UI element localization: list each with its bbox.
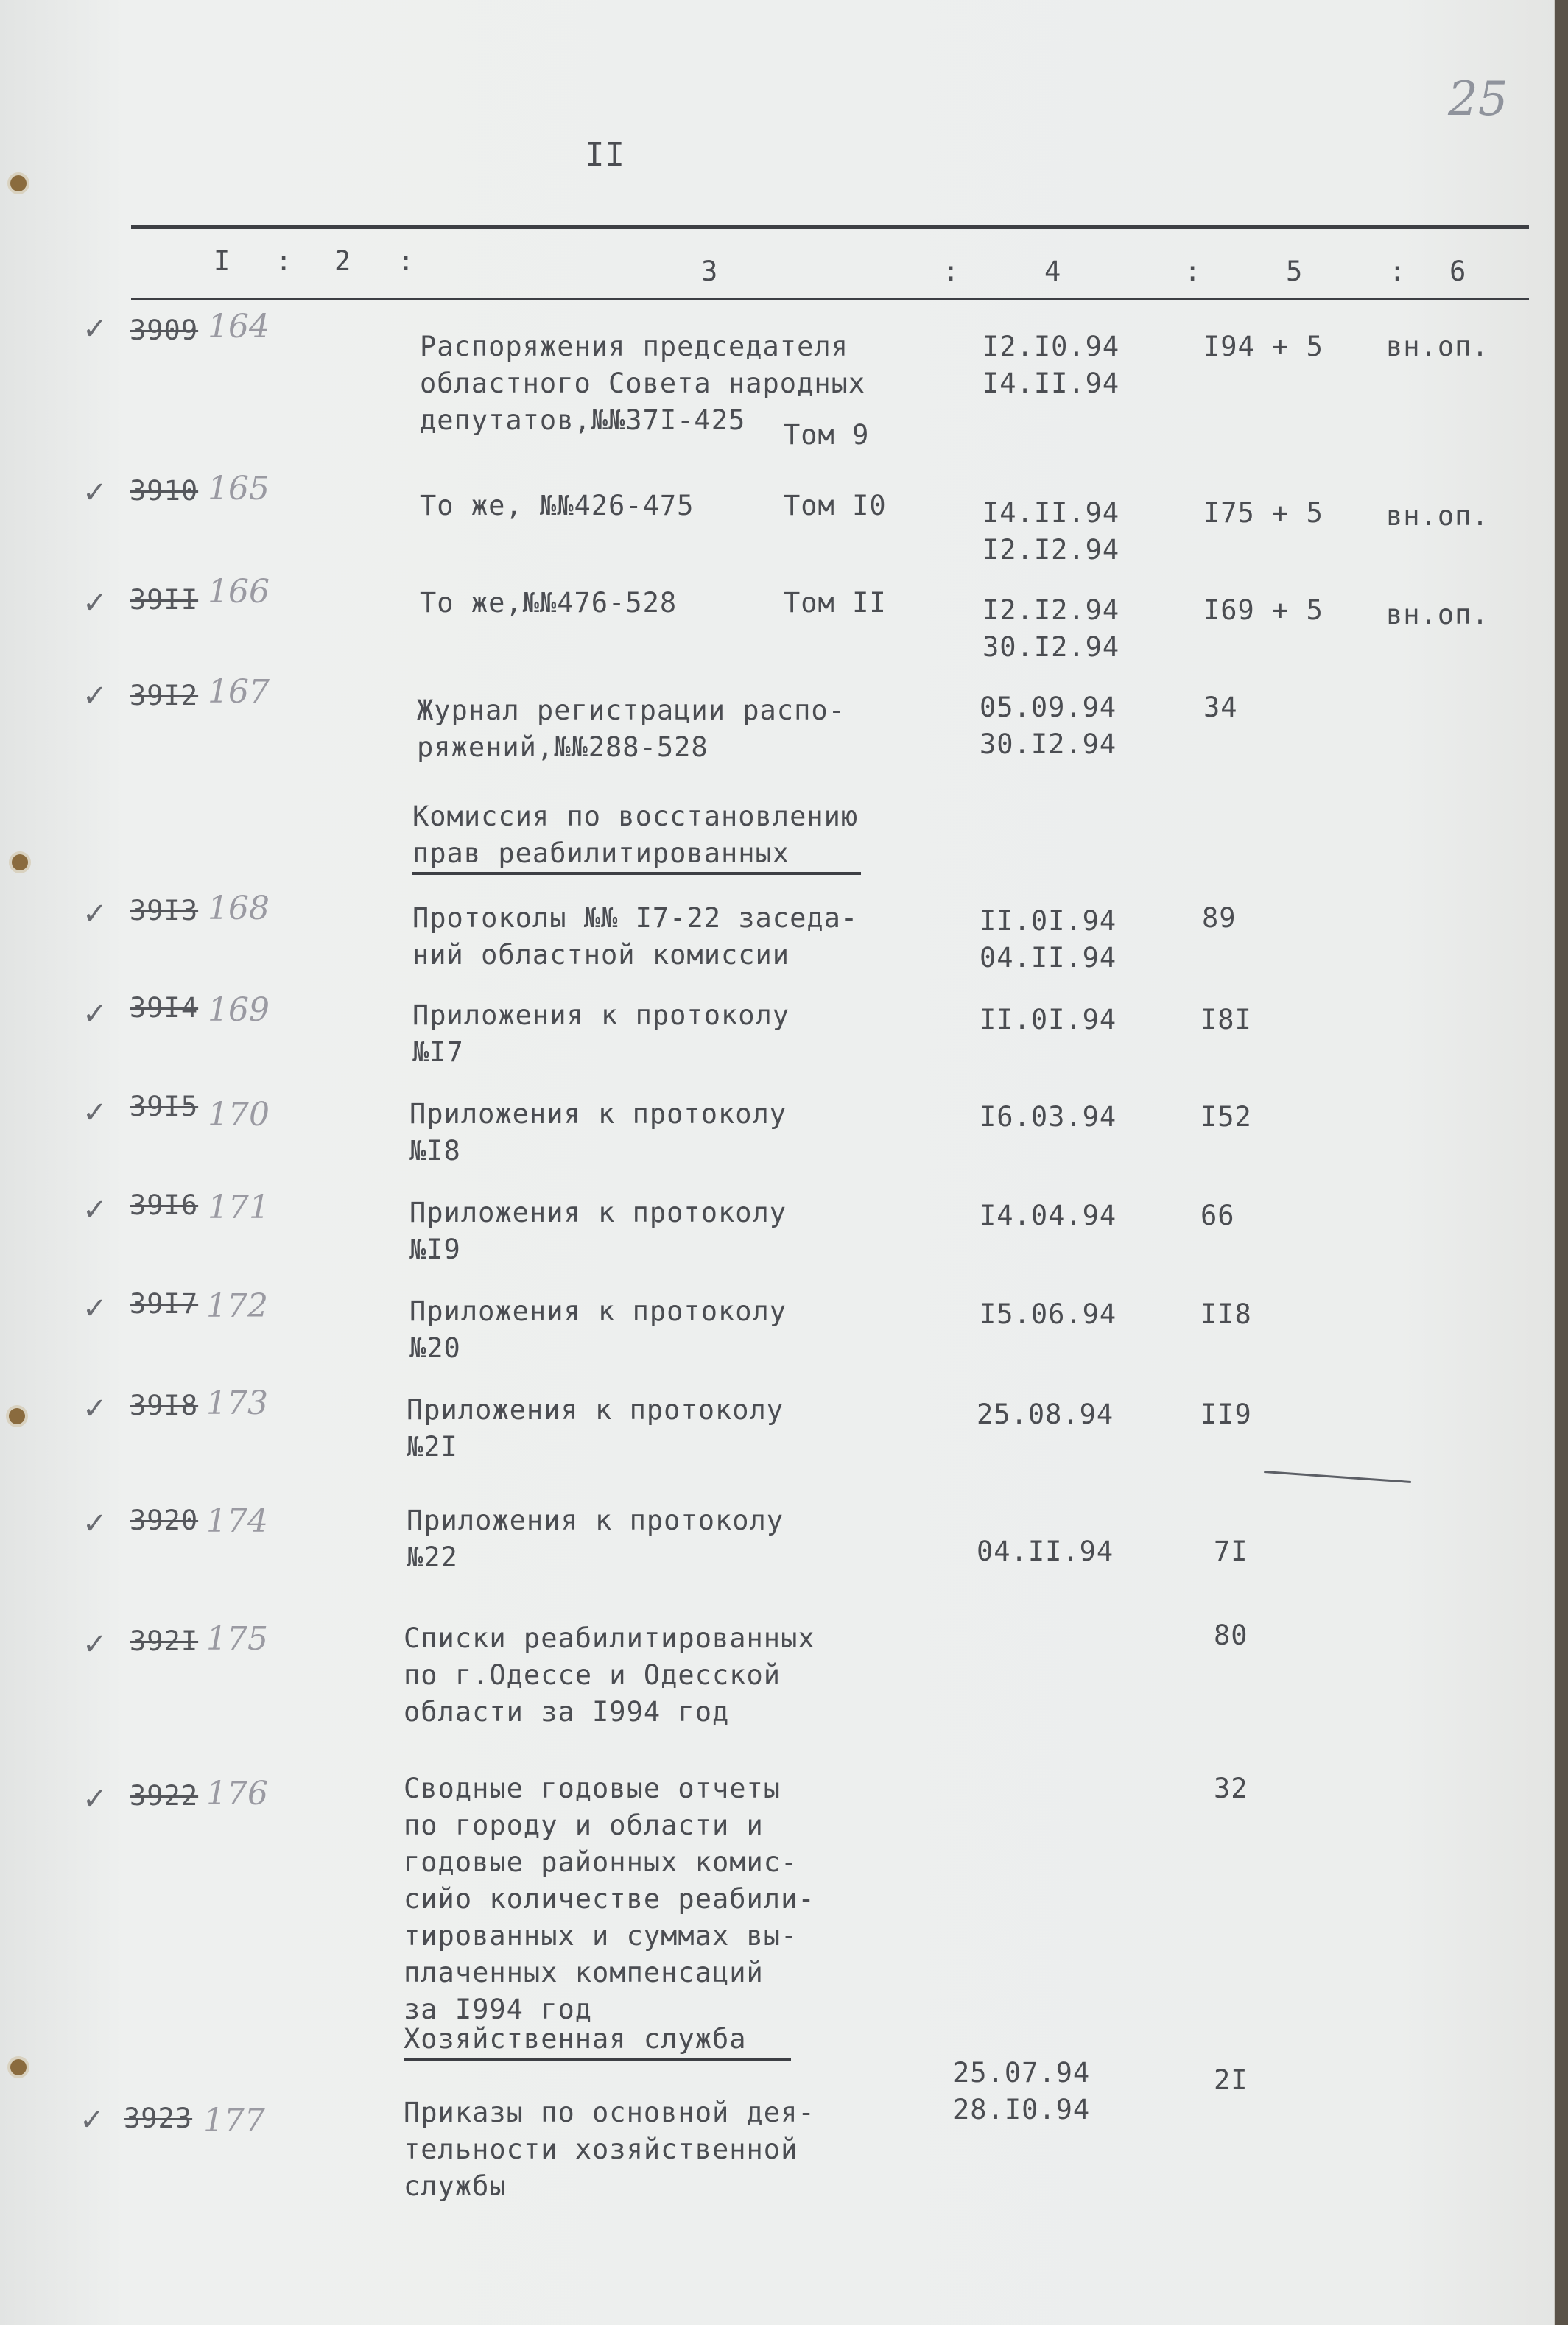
new-number: 164 — [208, 308, 270, 345]
check-mark: ✓ — [82, 1292, 108, 1326]
item-title: То же,№№476-528 — [420, 587, 678, 619]
archive-number: 3909 — [130, 314, 199, 346]
check-mark: ✓ — [82, 312, 108, 346]
item-title: Сводные годовые отчеты по городу и области и годовые районных комис- сийо количестве реабили- тированных и суммах вы- плаченных компенсаций за I994 год — [404, 1773, 815, 2025]
item-sheets: 66 — [1200, 1200, 1235, 1231]
item-title: Приложения к протоколу №I9 — [409, 1197, 787, 1265]
item-volume: Том I0 — [784, 490, 887, 521]
archive-number: 39I4 — [130, 992, 199, 1024]
archive-number: 39I3 — [130, 895, 199, 926]
new-number: 167 — [208, 673, 270, 711]
item-sheets: 89 — [1202, 902, 1237, 934]
item-volume: Том 9 — [784, 419, 870, 451]
new-number: 175 — [206, 1620, 268, 1658]
col-sep: : — [1389, 256, 1407, 287]
new-number: 176 — [206, 1775, 268, 1812]
item-title: То же, №№426-475 — [420, 490, 695, 521]
item-sheets: II9 — [1200, 1399, 1252, 1430]
item-dates: I6.03.94 — [980, 1101, 1117, 1133]
item-sheets: 7I — [1214, 1536, 1248, 1567]
archive-number: 39I7 — [130, 1288, 199, 1320]
new-number: 171 — [208, 1189, 270, 1226]
new-number: 173 — [206, 1385, 268, 1422]
check-mark: ✓ — [82, 1507, 108, 1541]
item-note: вн.оп. — [1386, 331, 1489, 362]
archive-number: 39I8 — [130, 1390, 199, 1421]
item-note: вн.оп. — [1386, 599, 1489, 630]
item-title: Приложения к протоколу №20 — [409, 1295, 787, 1364]
binder-hole — [9, 1408, 25, 1424]
item-dates: II.0I.94 — [980, 1004, 1117, 1035]
new-number: 174 — [206, 1502, 268, 1540]
archive-number: 3922 — [130, 1780, 199, 1812]
archive-number: 3920 — [130, 1505, 199, 1536]
check-mark: ✓ — [82, 586, 108, 620]
col-3: 3 — [701, 256, 719, 287]
item-title: Приложения к протоколу №22 — [407, 1505, 784, 1573]
col-6: 6 — [1449, 256, 1467, 287]
page-number: II — [585, 136, 625, 174]
item-dates: I4.04.94 — [980, 1200, 1117, 1231]
col-sep: : — [275, 245, 293, 277]
col-sep: : — [943, 256, 960, 287]
new-number: 169 — [208, 991, 270, 1029]
check-mark: ✓ — [82, 1628, 108, 1661]
item-dates: 25.08.94 — [977, 1399, 1114, 1430]
item-title: Протоколы №№ I7-22 заседа- ний областной комиссии — [412, 902, 859, 971]
col-2: 2 — [334, 245, 352, 277]
item-dates: I2.I2.94 30.I2.94 — [982, 594, 1120, 663]
item-dates: 04.II.94 — [977, 1536, 1114, 1567]
check-mark: ✓ — [82, 1782, 108, 1816]
check-mark: ✓ — [82, 997, 108, 1031]
col-sep: : — [398, 245, 415, 277]
new-number: 166 — [208, 573, 270, 611]
item-note: вн.оп. — [1386, 500, 1489, 532]
item-title: Списки реабилитированных по г.Одессе и Одесской области за I994 год — [404, 1622, 815, 1728]
item-title: Приложения к протоколу №2I — [407, 1394, 784, 1463]
col-5: 5 — [1286, 256, 1304, 287]
archive-number: 39II — [130, 584, 199, 616]
item-title: Приложения к протоколу №I8 — [409, 1098, 787, 1167]
new-number: 170 — [208, 1096, 270, 1133]
binder-hole — [10, 175, 27, 191]
new-number: 172 — [206, 1287, 268, 1325]
section-heading-rehab: Комиссия по восстановлению прав реабилитированных — [412, 798, 861, 875]
item-sheets: 2I — [1214, 2064, 1248, 2096]
folio-number: 25 — [1448, 72, 1508, 127]
col-sep: : — [1184, 256, 1202, 287]
header-rule-bottom — [131, 298, 1529, 300]
item-sheets: I8I — [1200, 1004, 1252, 1035]
check-mark: ✓ — [82, 1096, 108, 1130]
check-mark: ✓ — [82, 1193, 108, 1227]
binder-hole — [12, 854, 28, 870]
item-sheets: II8 — [1200, 1298, 1252, 1330]
new-number: 177 — [203, 2102, 265, 2139]
check-mark: ✓ — [82, 1392, 108, 1426]
item-sheets: I75 + 5 — [1203, 497, 1323, 529]
item-title: Приказы по основной дея- тельности хозяйственной службы — [404, 2097, 815, 2202]
check-mark: ✓ — [82, 897, 108, 931]
header-rule-top — [131, 225, 1529, 229]
archive-number: 3910 — [130, 475, 199, 507]
new-number: 168 — [208, 890, 270, 927]
item-volume: Том II — [784, 587, 887, 619]
col-4: 4 — [1044, 256, 1062, 287]
archive-number: 392I — [130, 1625, 199, 1657]
item-title: Журнал регистрации распо- ряжений,№№288-528 — [417, 694, 845, 763]
item-sheets: 32 — [1214, 1773, 1248, 1804]
item-dates: I4.II.94 I2.I2.94 — [982, 497, 1120, 566]
item-dates: I5.06.94 — [980, 1298, 1117, 1330]
check-mark: ✓ — [82, 679, 108, 713]
item-sheets: I94 + 5 — [1203, 331, 1323, 362]
section-heading-economic: Хозяйственная служба — [404, 2021, 791, 2061]
binder-hole — [10, 2059, 27, 2075]
check-mark: ✓ — [80, 2103, 105, 2137]
item-title: Распоряжения председателя областного Совета народных депутатов,№№37I-425 — [420, 331, 866, 436]
archive-number: 39I6 — [130, 1189, 199, 1221]
item-sheets: I52 — [1200, 1101, 1252, 1133]
item-dates: I2.I0.94 I4.II.94 — [982, 331, 1120, 399]
item-dates: II.0I.94 04.II.94 — [980, 905, 1117, 974]
pen-stroke — [1264, 1471, 1411, 1483]
item-sheets: 80 — [1214, 1619, 1248, 1651]
col-1: I — [214, 245, 231, 277]
archive-number: 39I5 — [130, 1091, 199, 1122]
new-number: 165 — [208, 470, 270, 507]
check-mark: ✓ — [82, 476, 108, 510]
item-dates: 05.09.94 30.I2.94 — [980, 692, 1117, 760]
item-title: Приложения к протоколу №I7 — [412, 999, 790, 1068]
item-dates: 25.07.94 28.I0.94 — [953, 2057, 1091, 2125]
archive-number: 3923 — [124, 2103, 193, 2134]
archive-number: 39I2 — [130, 680, 199, 711]
item-sheets: 34 — [1203, 692, 1238, 723]
item-sheets: I69 + 5 — [1203, 594, 1323, 626]
